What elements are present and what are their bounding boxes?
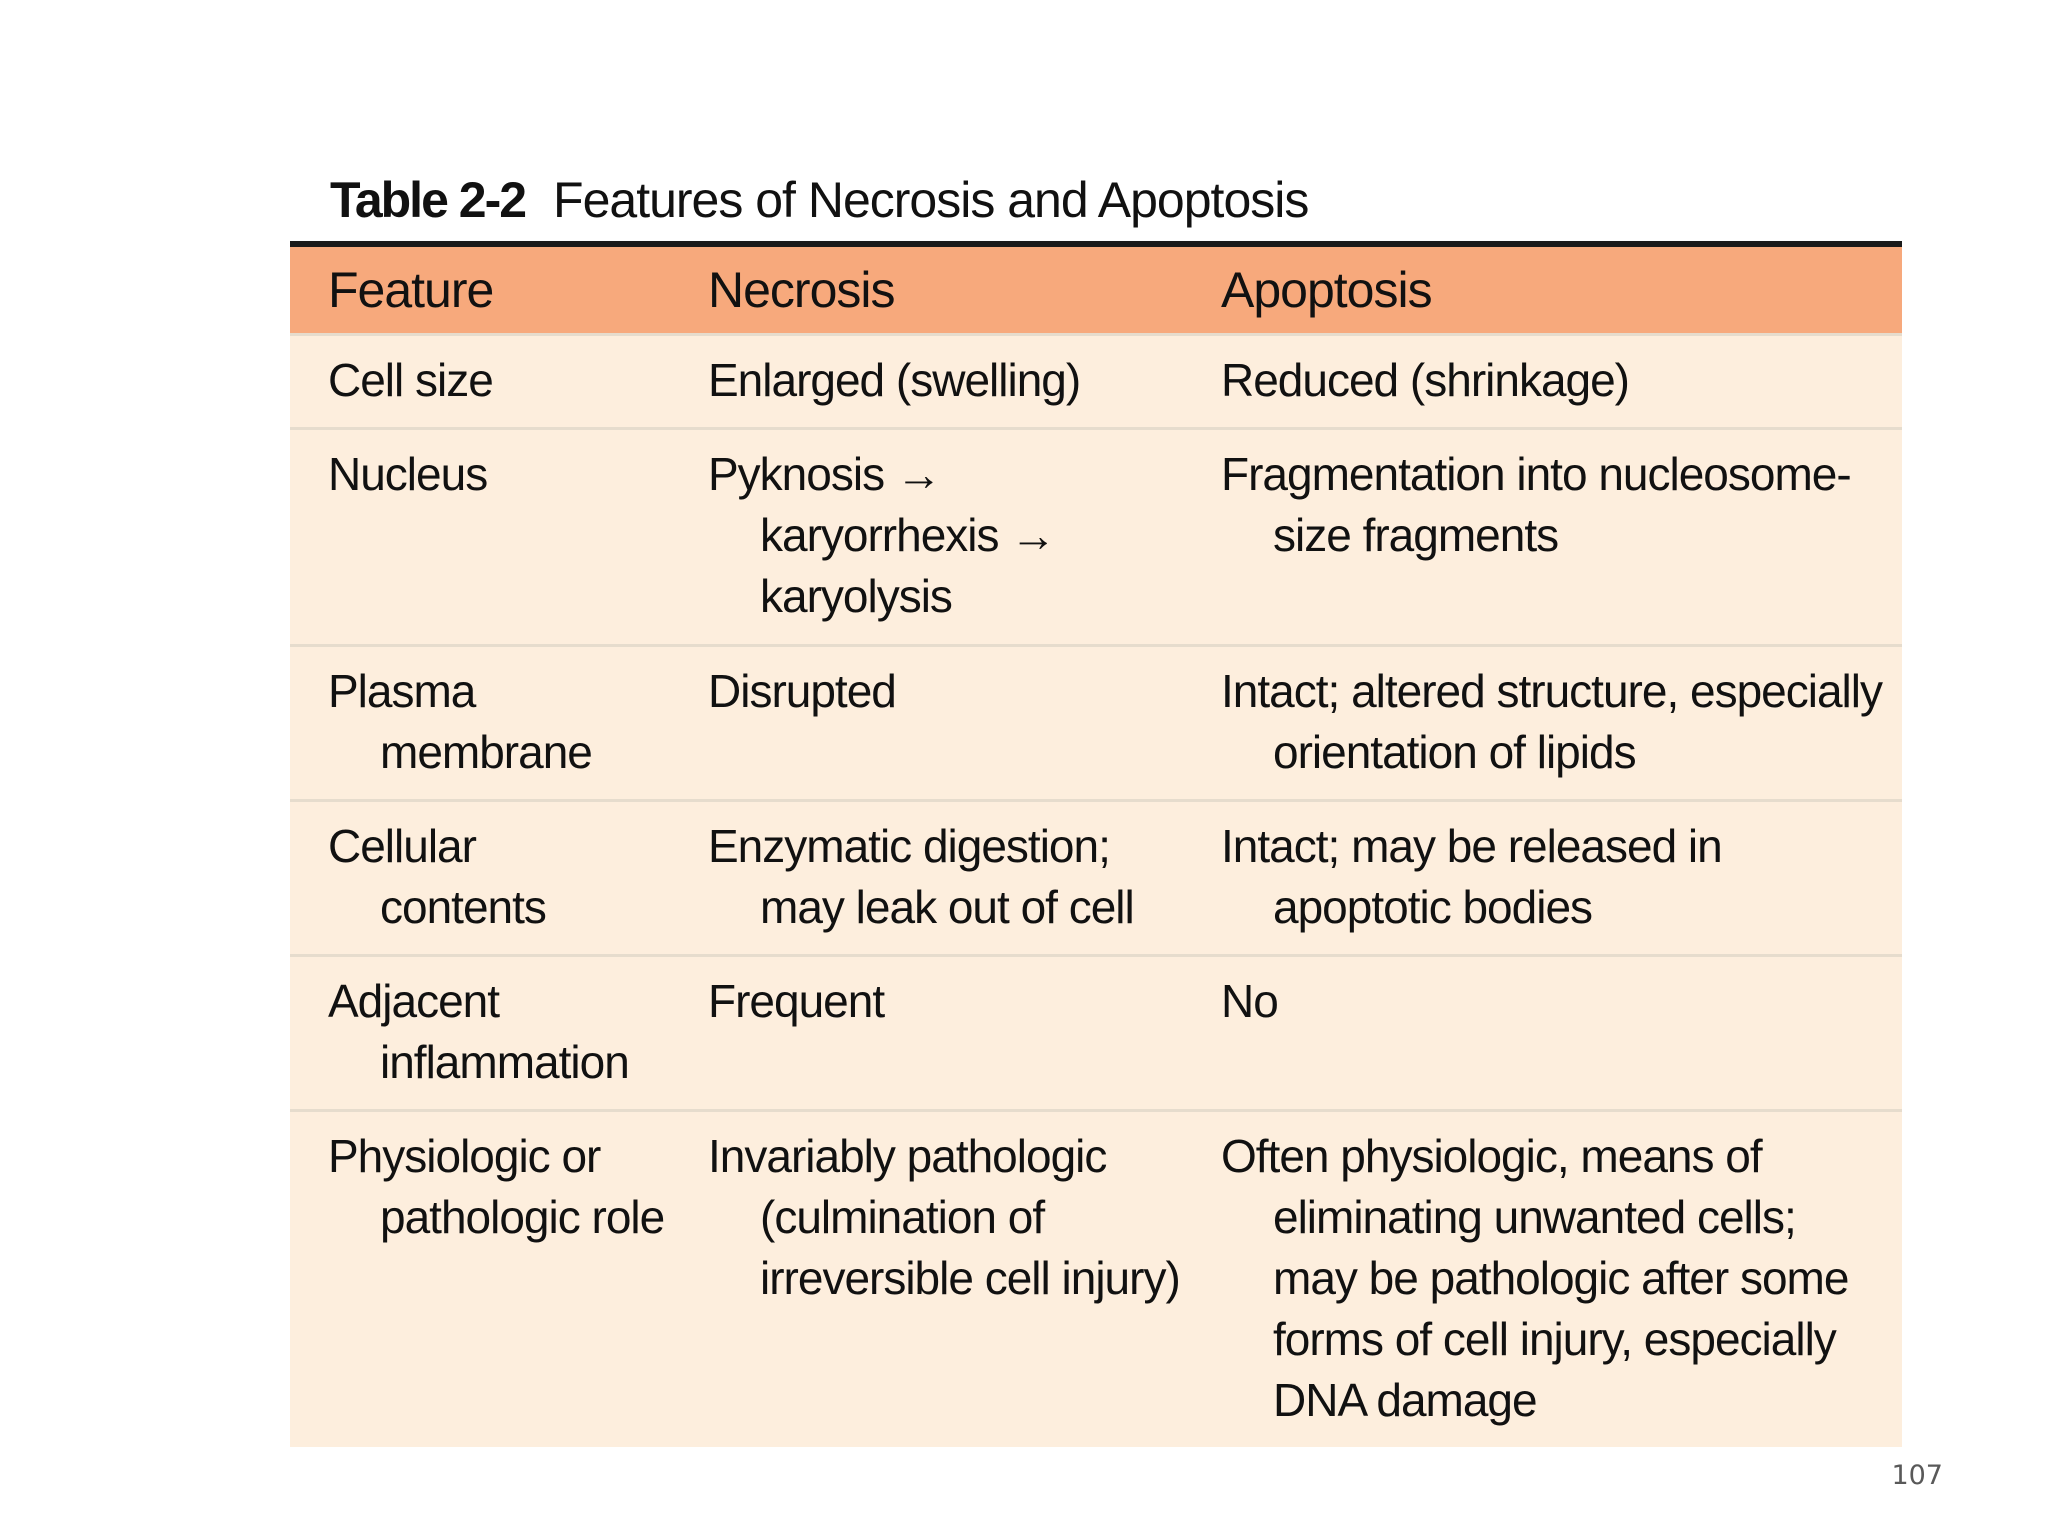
table-row <box>290 646 1902 801</box>
feature-cell <box>290 429 670 646</box>
comparison-table <box>290 247 1902 1447</box>
table-row <box>290 335 1902 429</box>
column-header-necrosis: Necrosis <box>708 262 895 318</box>
apoptosis-text: No <box>1221 975 1278 1027</box>
column-header-feature: Feature <box>328 262 494 318</box>
feature-text: Plasma membrane <box>328 665 592 778</box>
table-row <box>290 801 1902 956</box>
apoptosis-cell <box>1183 956 1902 1111</box>
feature-cell <box>290 801 670 956</box>
necrosis-cell <box>670 801 1183 956</box>
apoptosis-text: Intact; altered structure, especially orientation of lipids <box>1221 665 1882 778</box>
apoptosis-cell <box>1183 429 1902 646</box>
apoptosis-text: Reduced (shrinkage) <box>1221 354 1630 406</box>
table-caption-number: Table 2-2 <box>330 172 526 228</box>
table-figure <box>290 160 1902 1447</box>
necrosis-text: Frequent <box>708 975 885 1027</box>
table-caption <box>290 160 1902 240</box>
feature-text: Physiologic or pathologic role <box>328 1130 665 1243</box>
feature-text: Adjacent inflammation <box>328 975 629 1088</box>
necrosis-text: Enlarged (swelling) <box>708 354 1081 406</box>
table-body <box>290 335 1902 1448</box>
apoptosis-cell <box>1183 335 1902 429</box>
column-header-apoptosis: Apoptosis <box>1221 262 1432 318</box>
necrosis-cell <box>670 646 1183 801</box>
apoptosis-text: Intact; may be released in apoptotic bodies <box>1221 820 1722 933</box>
header-row <box>290 247 1902 335</box>
necrosis-text: Disrupted <box>708 665 896 717</box>
table-caption-title: Features of Necrosis and Apoptosis <box>553 172 1309 228</box>
necrosis-text: Enzymatic digestion; may leak out of cell <box>708 820 1134 933</box>
feature-cell <box>290 646 670 801</box>
necrosis-text: Pyknosis → karyorrhexis → karyolysis <box>708 448 1056 622</box>
page-number: 107 <box>1891 1460 1943 1491</box>
necrosis-cell <box>670 956 1183 1111</box>
feature-cell <box>290 1111 670 1448</box>
necrosis-cell <box>670 335 1183 429</box>
feature-text: Cell size <box>328 354 493 406</box>
table-row <box>290 429 1902 646</box>
necrosis-cell <box>670 429 1183 646</box>
feature-text: Cellular contents <box>328 820 546 933</box>
feature-cell <box>290 956 670 1111</box>
apoptosis-cell <box>1183 646 1902 801</box>
apoptosis-cell <box>1183 1111 1902 1448</box>
feature-cell <box>290 335 670 429</box>
apoptosis-cell <box>1183 801 1902 956</box>
table-row <box>290 956 1902 1111</box>
necrosis-text: Invariably pathologic (culmination of irreversible cell injury) <box>708 1130 1180 1304</box>
apoptosis-text: Fragmentation into nucleosome-size fragments <box>1221 448 1851 561</box>
table-row <box>290 1111 1902 1448</box>
apoptosis-text: Often physiologic, means of eliminating unwanted cells; may be pathologic after some forms of cell injury, especially DNA damage <box>1221 1130 1849 1426</box>
table-header <box>290 247 1902 335</box>
feature-text: Nucleus <box>328 448 488 500</box>
necrosis-cell <box>670 1111 1183 1448</box>
